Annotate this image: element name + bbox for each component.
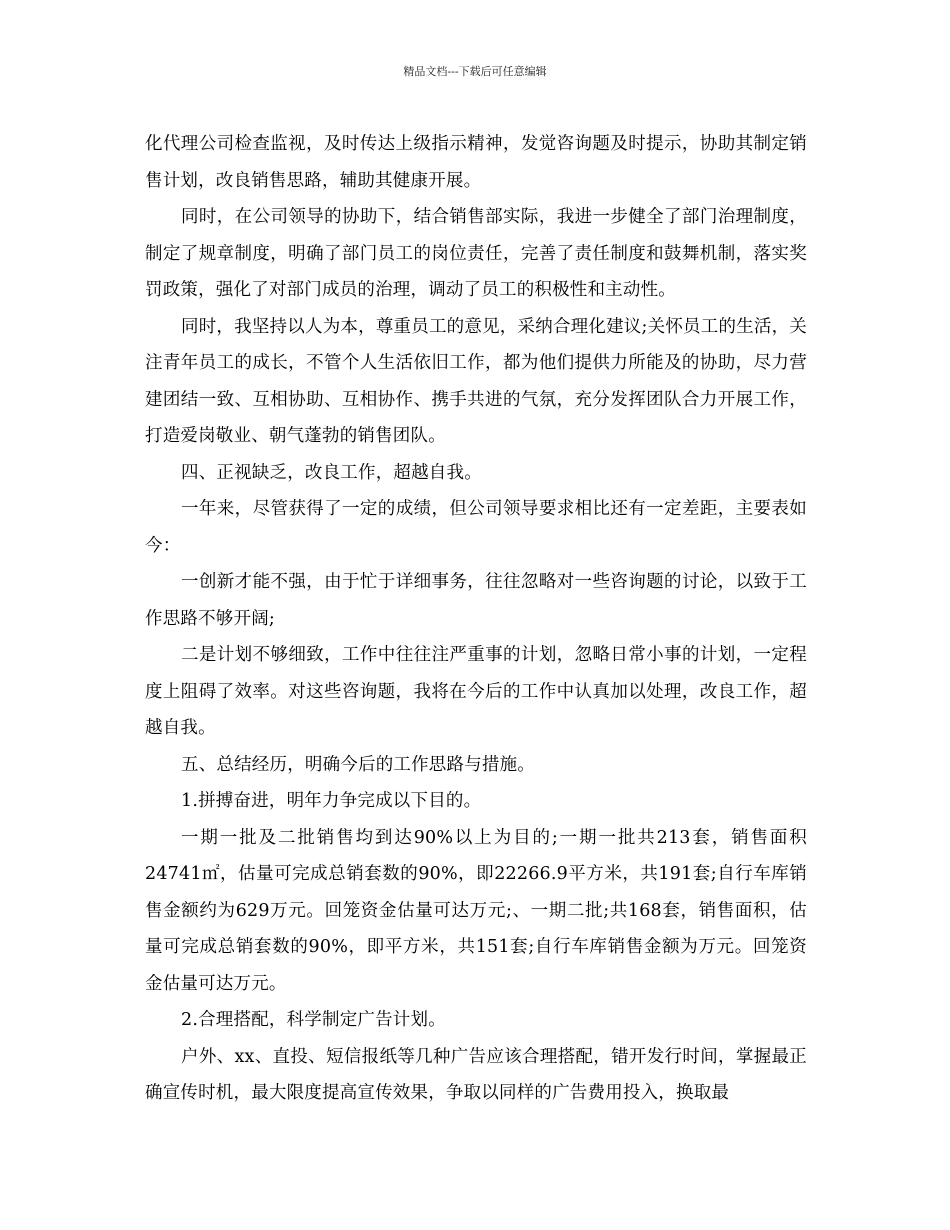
section-heading-4: 四、正视缺乏，改良工作，超越自我。 [181,462,482,483]
page-header: 精品文档---下载后可任意编辑 [403,65,547,78]
paragraph-12: 户外、xx、直投、短信报纸等几种广告应该合理搭配，错开发行时间，掌握最正确宣传时机，最大限度提高宣传效果，争取以同样的广告费用投入，换取最 [145,1046,807,1103]
paragraph-7: 二是计划不够细致，工作中往往注严重事的计划，忽略日常小事的计划，一定程度上阻碍了效率。对这些咨询题，我将在今后的工作中认真加以处理，改良工作，超越自我。 [145,645,807,738]
paragraph-6: 一创新才能不强，由于忙于详细事务，往往忽略对一些咨询题的讨论，以致于工作思路不够开阔; [145,572,807,629]
section-heading-5: 五、总结经历，明确今后的工作思路与措施。 [181,754,535,775]
subheading-2: 2.合理搭配，科学制定广告计划。 [181,1010,446,1030]
paragraph-10: 一期一批及二批销售均到达90%以上为目的;一期一批共213套，销售面积24741㎡，估量可完成总销套数的90%，即22266.9平方米，共191套;自行车库销售金额约为629万元。回笼资金估量可达万元;、一期二批;共168套，销售面积，估量可完成总销套数的90%，即平方米，共151套;自行车库销售金额为万元。回笼资金估量可达万元。 [145,827,807,994]
paragraph-3: 同时，我坚持以人为本，尊重员工的意见，采纳合理化建议;关怀员工的生活，关注青年员工的成长，不管个人生活依旧工作，都为他们提供力所能及的协助，尽力营建团结一致、互相协助、互相协作、携手共进的气氛，充分发挥团队合力开展工作，打造爱岗敬业、朝气蓬勃的销售团队。 [145,316,807,446]
paragraph-1: 化代理公司检查监视，及时传达上级指示精神，发觉咨询题及时提示，协助其制定销售计划，改良销售思路，辅助其健康开展。 [145,134,807,191]
paragraph-5: 一年来，尽管获得了一定的成绩，但公司领导要求相比还有一定差距，主要表如今： [145,499,807,556]
paragraph-2: 同时，在公司领导的协助下，结合销售部实际，我进一步健全了部门治理制度，制定了规章制度，明确了部门员工的岗位责任，完善了责任制度和鼓舞机制，落实奖罚政策，强化了对部门成员的治理，调动了员工的积极性和主动性。 [145,207,807,300]
subheading-1: 1.拼搏奋进，明年力争完成以下目的。 [181,791,482,811]
document-body [145,126,807,1112]
